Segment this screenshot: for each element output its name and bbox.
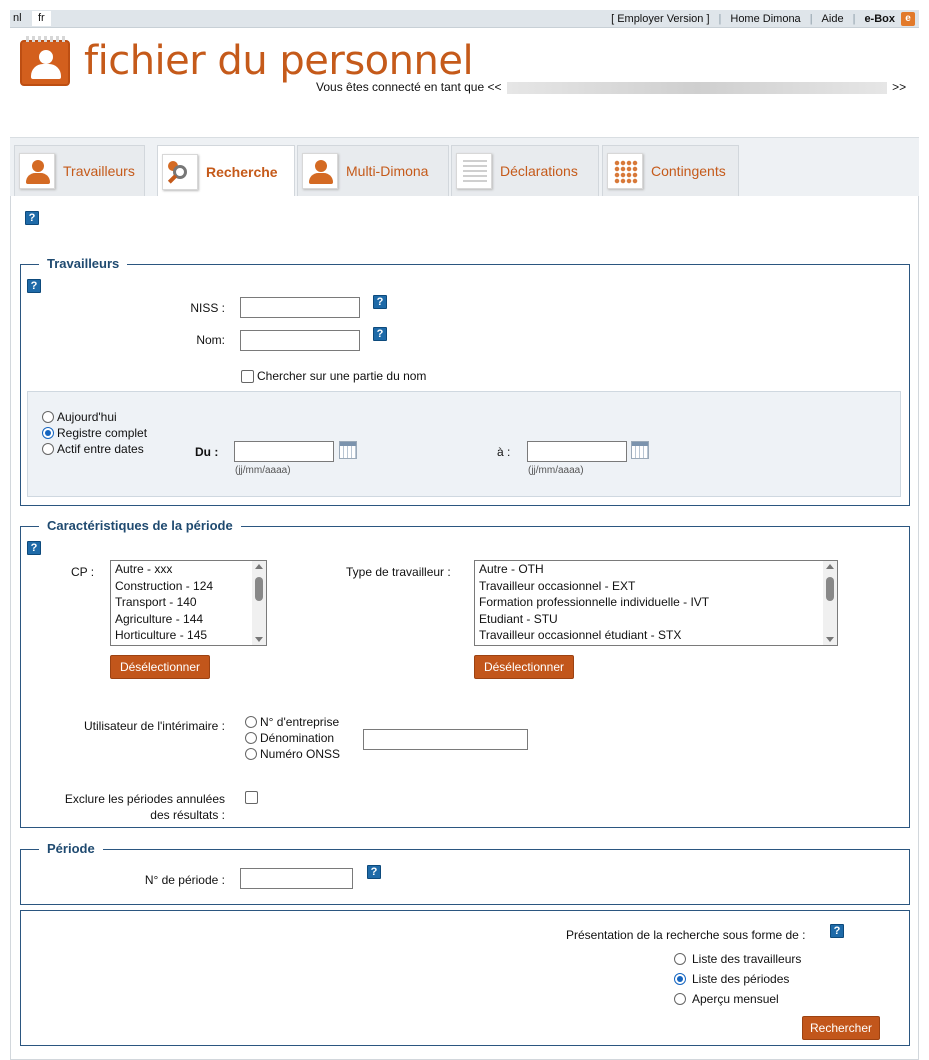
tab-label: Déclarations	[500, 163, 578, 179]
exclude-label: Exclure les périodes annulées	[64, 792, 225, 806]
radio-button[interactable]	[245, 716, 257, 728]
tab-label: Recherche	[206, 164, 278, 180]
periode-legend: Période	[39, 841, 103, 856]
employer-version-link[interactable]: [ Employer Version ]	[611, 13, 710, 25]
app-title: fichier du personnel	[84, 38, 474, 84]
radio-button-selected[interactable]	[674, 973, 686, 985]
help-icon[interactable]: ?	[373, 327, 387, 341]
du-label: Du :	[195, 445, 219, 459]
radio-today[interactable]	[42, 409, 117, 425]
connected-prefix: Vous êtes connecté en tant que <<	[316, 80, 502, 94]
scrollbar[interactable]	[823, 561, 837, 645]
cp-listbox[interactable]	[110, 560, 267, 646]
type-option[interactable]: Etudiant - STU	[479, 611, 558, 626]
exclude-cancelled-checkbox[interactable]	[245, 791, 258, 804]
type-option[interactable]: Travailleur occasionnel - EXT	[479, 578, 636, 593]
person-logo-icon	[20, 40, 70, 86]
help-icon[interactable]: ?	[373, 295, 387, 309]
connected-as	[316, 80, 906, 94]
tab-strip	[10, 137, 919, 197]
radio-num-entreprise[interactable]	[245, 714, 339, 730]
radio-label: Registre complet	[57, 426, 148, 440]
radio-label: Actif entre dates	[57, 442, 144, 456]
tab-label: Multi-Dimona	[346, 163, 429, 179]
cp-option[interactable]: Horticulture - 145	[115, 628, 208, 642]
radio-button[interactable]	[42, 411, 54, 423]
cp-option[interactable]: Transport - 140	[115, 595, 197, 609]
radio-button-selected[interactable]	[42, 427, 54, 439]
calendar-icon[interactable]	[339, 441, 357, 459]
radio-label: N° d'entreprise	[260, 715, 340, 729]
periode-num-label: N° de période :	[144, 873, 225, 887]
help-icon[interactable]: ?	[27, 541, 41, 555]
divider: |	[852, 13, 856, 25]
help-icon[interactable]: ?	[830, 924, 844, 938]
exclude-label-2: des résultats :	[150, 808, 225, 822]
declarations-icon	[456, 153, 492, 189]
nom-input[interactable]	[240, 330, 360, 351]
type-deselect-button[interactable]: Désélectionner	[474, 655, 574, 679]
search-panel	[10, 196, 919, 1060]
type-option[interactable]: Autre - OTH	[479, 562, 544, 576]
type-travailleur-label: Type de travailleur :	[346, 565, 451, 579]
tab-label: Travailleurs	[63, 163, 135, 179]
interim-input[interactable]	[363, 729, 528, 750]
caracteristiques-legend: Caractéristiques de la période	[39, 518, 241, 533]
presentation-label: Présentation de la recherche sous forme de :	[566, 928, 806, 942]
radio-button[interactable]	[42, 443, 54, 455]
cp-deselect-button[interactable]: Désélectionner	[110, 655, 210, 679]
cp-option[interactable]: Autre - xxx	[115, 562, 173, 576]
travailleurs-legend: Travailleurs	[39, 256, 127, 271]
radio-label: Liste des travailleurs	[692, 952, 802, 966]
radio-liste-travailleurs[interactable]	[674, 951, 801, 967]
help-icon[interactable]: ?	[25, 211, 39, 225]
date-hint: (jj/mm/aaaa)	[528, 465, 584, 476]
top-bar	[10, 10, 919, 28]
calendar-icon[interactable]	[631, 441, 649, 459]
radio-label: Liste des périodes	[692, 972, 790, 986]
periode-fieldset	[20, 841, 910, 905]
cp-label: CP :	[71, 565, 95, 579]
cp-option[interactable]: Agriculture - 144	[115, 611, 204, 626]
blurred-username	[507, 82, 887, 94]
a-label: à :	[497, 445, 511, 459]
date-to-input[interactable]	[527, 441, 627, 462]
tab-label: Contingents	[651, 163, 726, 179]
tab-multi-dimona[interactable]	[297, 145, 449, 196]
radio-button[interactable]	[674, 993, 686, 1005]
divider: |	[718, 13, 722, 25]
connected-suffix: >>	[892, 80, 907, 94]
tab-declarations[interactable]	[451, 145, 599, 196]
periode-num-input[interactable]	[240, 868, 353, 889]
date-range-panel	[27, 391, 901, 497]
radio-button[interactable]	[674, 953, 686, 965]
radio-liste-periodes[interactable]	[674, 971, 789, 987]
type-travailleur-listbox[interactable]	[474, 560, 838, 646]
radio-button[interactable]	[245, 732, 257, 744]
worker-icon	[19, 153, 55, 189]
radio-label: Aujourd'hui	[57, 410, 117, 424]
help-icon[interactable]: ?	[27, 279, 41, 293]
type-option[interactable]: Travailleur occasionnel étudiant - STX	[479, 628, 682, 642]
interim-label: Utilisateur de l'intérimaire :	[83, 719, 225, 733]
tab-travailleurs[interactable]	[14, 145, 145, 196]
radio-denomination[interactable]	[245, 730, 334, 746]
search-icon	[162, 154, 198, 190]
tab-contingents[interactable]	[602, 145, 739, 196]
help-icon[interactable]: ?	[367, 865, 381, 879]
travailleurs-fieldset	[20, 256, 910, 506]
type-option[interactable]: Formation professionnelle individuelle - IVT	[479, 595, 710, 609]
partial-name-label: Chercher sur une partie du nom	[257, 369, 427, 383]
contingents-icon	[607, 153, 643, 189]
divider: |	[809, 13, 813, 25]
radio-numero-onss[interactable]	[245, 746, 340, 762]
nom-label: Nom:	[196, 333, 225, 347]
date-hint: (jj/mm/aaaa)	[235, 465, 291, 476]
scrollbar[interactable]	[252, 561, 266, 645]
tab-recherche[interactable]	[157, 145, 295, 198]
cp-option[interactable]: Construction - 124	[115, 578, 214, 593]
ebox-icon[interactable]: e	[901, 12, 915, 26]
radio-button[interactable]	[245, 748, 257, 760]
multi-dimona-icon	[302, 153, 338, 189]
lang-fr-link[interactable]: fr	[32, 11, 51, 26]
radio-active-between[interactable]	[42, 441, 144, 457]
search-button[interactable]: Rechercher	[802, 1016, 880, 1040]
partial-name-checkbox[interactable]	[241, 370, 254, 383]
help-link[interactable]: Aide	[821, 13, 844, 25]
ebox-link[interactable]: e-Box	[864, 13, 895, 25]
radio-label: Numéro ONSS	[260, 747, 341, 761]
caracteristiques-fieldset	[20, 518, 910, 828]
date-from-input[interactable]	[234, 441, 334, 462]
radio-label: Aperçu mensuel	[692, 992, 779, 1006]
niss-label: NISS :	[190, 301, 225, 315]
home-dimona-link[interactable]: Home Dimona	[730, 13, 801, 25]
radio-apercu-mensuel[interactable]	[674, 991, 779, 1007]
niss-input[interactable]	[240, 297, 360, 318]
radio-full-register[interactable]	[42, 425, 147, 441]
radio-label: Dénomination	[260, 731, 335, 745]
presentation-fieldset	[20, 910, 910, 1046]
top-links	[602, 12, 915, 26]
lang-nl-link[interactable]: nl	[13, 12, 22, 24]
